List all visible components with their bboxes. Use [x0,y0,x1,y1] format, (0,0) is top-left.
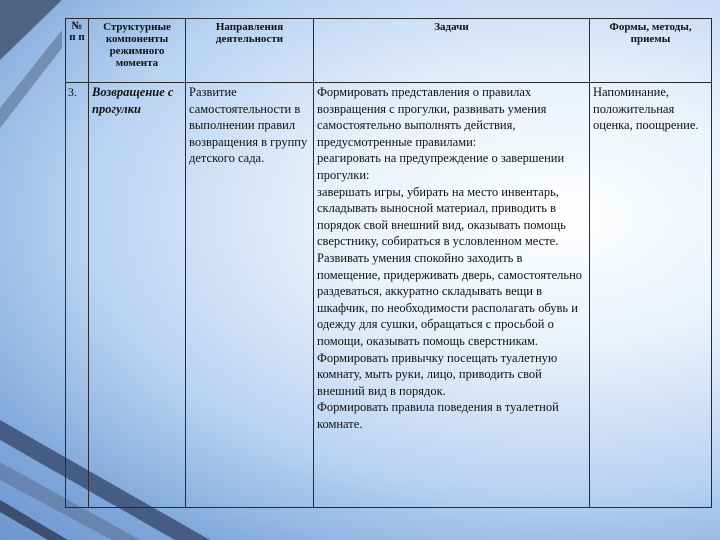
header-number: № п п [66,19,89,83]
header-tasks: Задачи [314,19,590,83]
row-component: Возвращение с прогулки [89,83,186,508]
task-item: реагировать на предупреждение о завершении прогулки: [317,151,565,182]
task-item: Формировать привычку посещать туалетную комнату, мыть руки, лицо, приводить свой внешний вид в порядок. [317,350,558,398]
header-components: Структурные компоненты режимного момента [89,19,186,83]
header-forms: Формы, методы, приемы [590,19,712,83]
header-directions: Направления деятельности [186,19,314,83]
header-row [66,19,712,83]
row-forms: Напоминание, положительная оценка, поощрение. [590,83,712,508]
regime-table [65,18,712,508]
task-item: завершать игры, убирать на место инвентарь, складывать выносной материал, приводить в порядок свой внешний вид, оказывать помощь сверстнику, собираться в условленном месте. [317,184,566,249]
table-row [66,83,712,508]
row-number: 3. [66,83,89,508]
row-direction: Развитие самостоятельности в выполнении правил возвращения в группу детского сада. [186,83,314,508]
task-item: Развивать умения спокойно заходить в помещение, придерживать дверь, самостоятельно раздеваться, аккуратно складывать вещи в шкафчик, по необходимости располагать обувь и одежду для сушки, обращаться с просьбой о помощи, оказывать помощь сверстникам. [317,250,583,348]
task-item: Формировать представления о правилах возвращения с прогулки, развивать умения самостоятельно выполнять действия, предусмотренные правилами: [317,85,547,149]
row-tasks [314,83,590,508]
task-item: Формировать правила поведения в туалетной комнате. [317,400,559,431]
